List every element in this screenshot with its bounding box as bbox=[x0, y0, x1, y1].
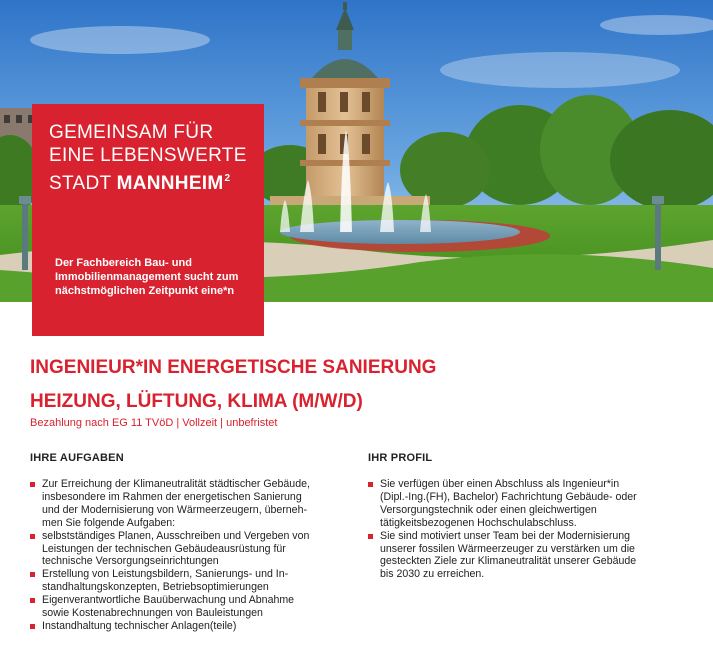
list-item-line: (Dipl.-Ing.(FH), Bachelor) Fachrichtung Gebäude- oder bbox=[380, 490, 637, 503]
list-item-line: Sie sind motiviert unser Team bei der Modernisierung bbox=[380, 529, 631, 542]
list-item-line: men Sie folgende Aufgaben: bbox=[42, 516, 176, 529]
campaign-red-box bbox=[32, 104, 264, 336]
list-item-line: selbstständiges Planen, Ausschreiben und Vergeben von bbox=[42, 529, 310, 542]
list-item-line: Erstellung von Leistungsbildern, Sanierungs- und In- bbox=[42, 568, 289, 581]
tasks-heading: IHRE AUFGABEN bbox=[30, 452, 124, 464]
profile-list bbox=[368, 478, 688, 581]
headline-line-1: GEMEINSAM FÜR bbox=[49, 122, 214, 143]
city-superscript: 2 bbox=[224, 173, 231, 184]
campaign-headline bbox=[49, 121, 259, 195]
profile-column bbox=[368, 452, 688, 581]
headline-line-3-prefix: STADT bbox=[49, 173, 117, 194]
list-item bbox=[368, 478, 688, 530]
list-item-line: Sie verfügen über einen Abschluss als Ingenieur*in bbox=[380, 478, 620, 490]
job-title-line-2: HEIZUNG, LÜFTUNG, KLIMA (M/W/D) bbox=[30, 391, 363, 412]
job-conditions: Bezahlung nach EG 11 TVöD | Vollzeit | unbefristet bbox=[30, 417, 278, 429]
list-item bbox=[368, 530, 688, 582]
list-item-line: und der Modernisierung von Wärmeerzeugern, überneh- bbox=[42, 503, 307, 516]
headline-line-2: EINE LEBENSWERTE bbox=[49, 145, 247, 166]
list-item-line: sowie Kostenabrechnungen von Bauleistungen bbox=[42, 607, 263, 620]
list-item-line: bis 2030 zu erreichen. bbox=[380, 568, 485, 581]
list-item-line: Eigenverantwortliche Bauüberwachung und Abnahme bbox=[42, 594, 295, 607]
tasks-list bbox=[30, 478, 355, 633]
list-item bbox=[30, 620, 355, 633]
list-item-line: Versorgungstechnik oder einen gleichwertigen bbox=[380, 503, 597, 516]
city-name: MANNHEIM bbox=[116, 173, 224, 194]
intro-text: Der Fachbereich Bau- und Immobilienmanagement sucht zum nächstmöglichen Zeitpunkt eine*n bbox=[55, 257, 239, 297]
list-item-line: gesteckten Ziele zur Klimaneutralität unserer Gebäude bbox=[380, 555, 637, 568]
list-item bbox=[30, 478, 355, 530]
list-item bbox=[30, 530, 355, 569]
list-item-line: tätigkeitsbezogenen Hochschulabschluss. bbox=[380, 516, 577, 529]
list-item-line: standhaltungskonzepten, Betriebsoptimierungen bbox=[42, 581, 269, 594]
job-title-line-1: INGENIEUR*IN ENERGETISCHE SANIERUNG bbox=[30, 357, 437, 378]
list-item-line: insbesondere im Rahmen der energetischen Sanierung bbox=[42, 490, 302, 503]
profile-heading: IHR PROFIL bbox=[368, 452, 433, 464]
list-item-line: Zur Erreichung der Klimaneutralität städtischer Gebäude, bbox=[42, 478, 310, 490]
tasks-column bbox=[30, 452, 355, 633]
list-item-line: Leistungen der technischen Gebäudeausrüstung für bbox=[42, 542, 286, 555]
list-item bbox=[30, 594, 355, 620]
list-item bbox=[30, 568, 355, 594]
headline-line-3 bbox=[49, 167, 259, 195]
list-item-line: unserer fossilen Wärmeerzeuger zu verstärken um die bbox=[380, 542, 635, 555]
list-item-line: Instandhaltung technischer Anlagen(teile) bbox=[42, 619, 237, 632]
list-item-line: technische Versorgungseinrichtungen bbox=[42, 555, 219, 568]
